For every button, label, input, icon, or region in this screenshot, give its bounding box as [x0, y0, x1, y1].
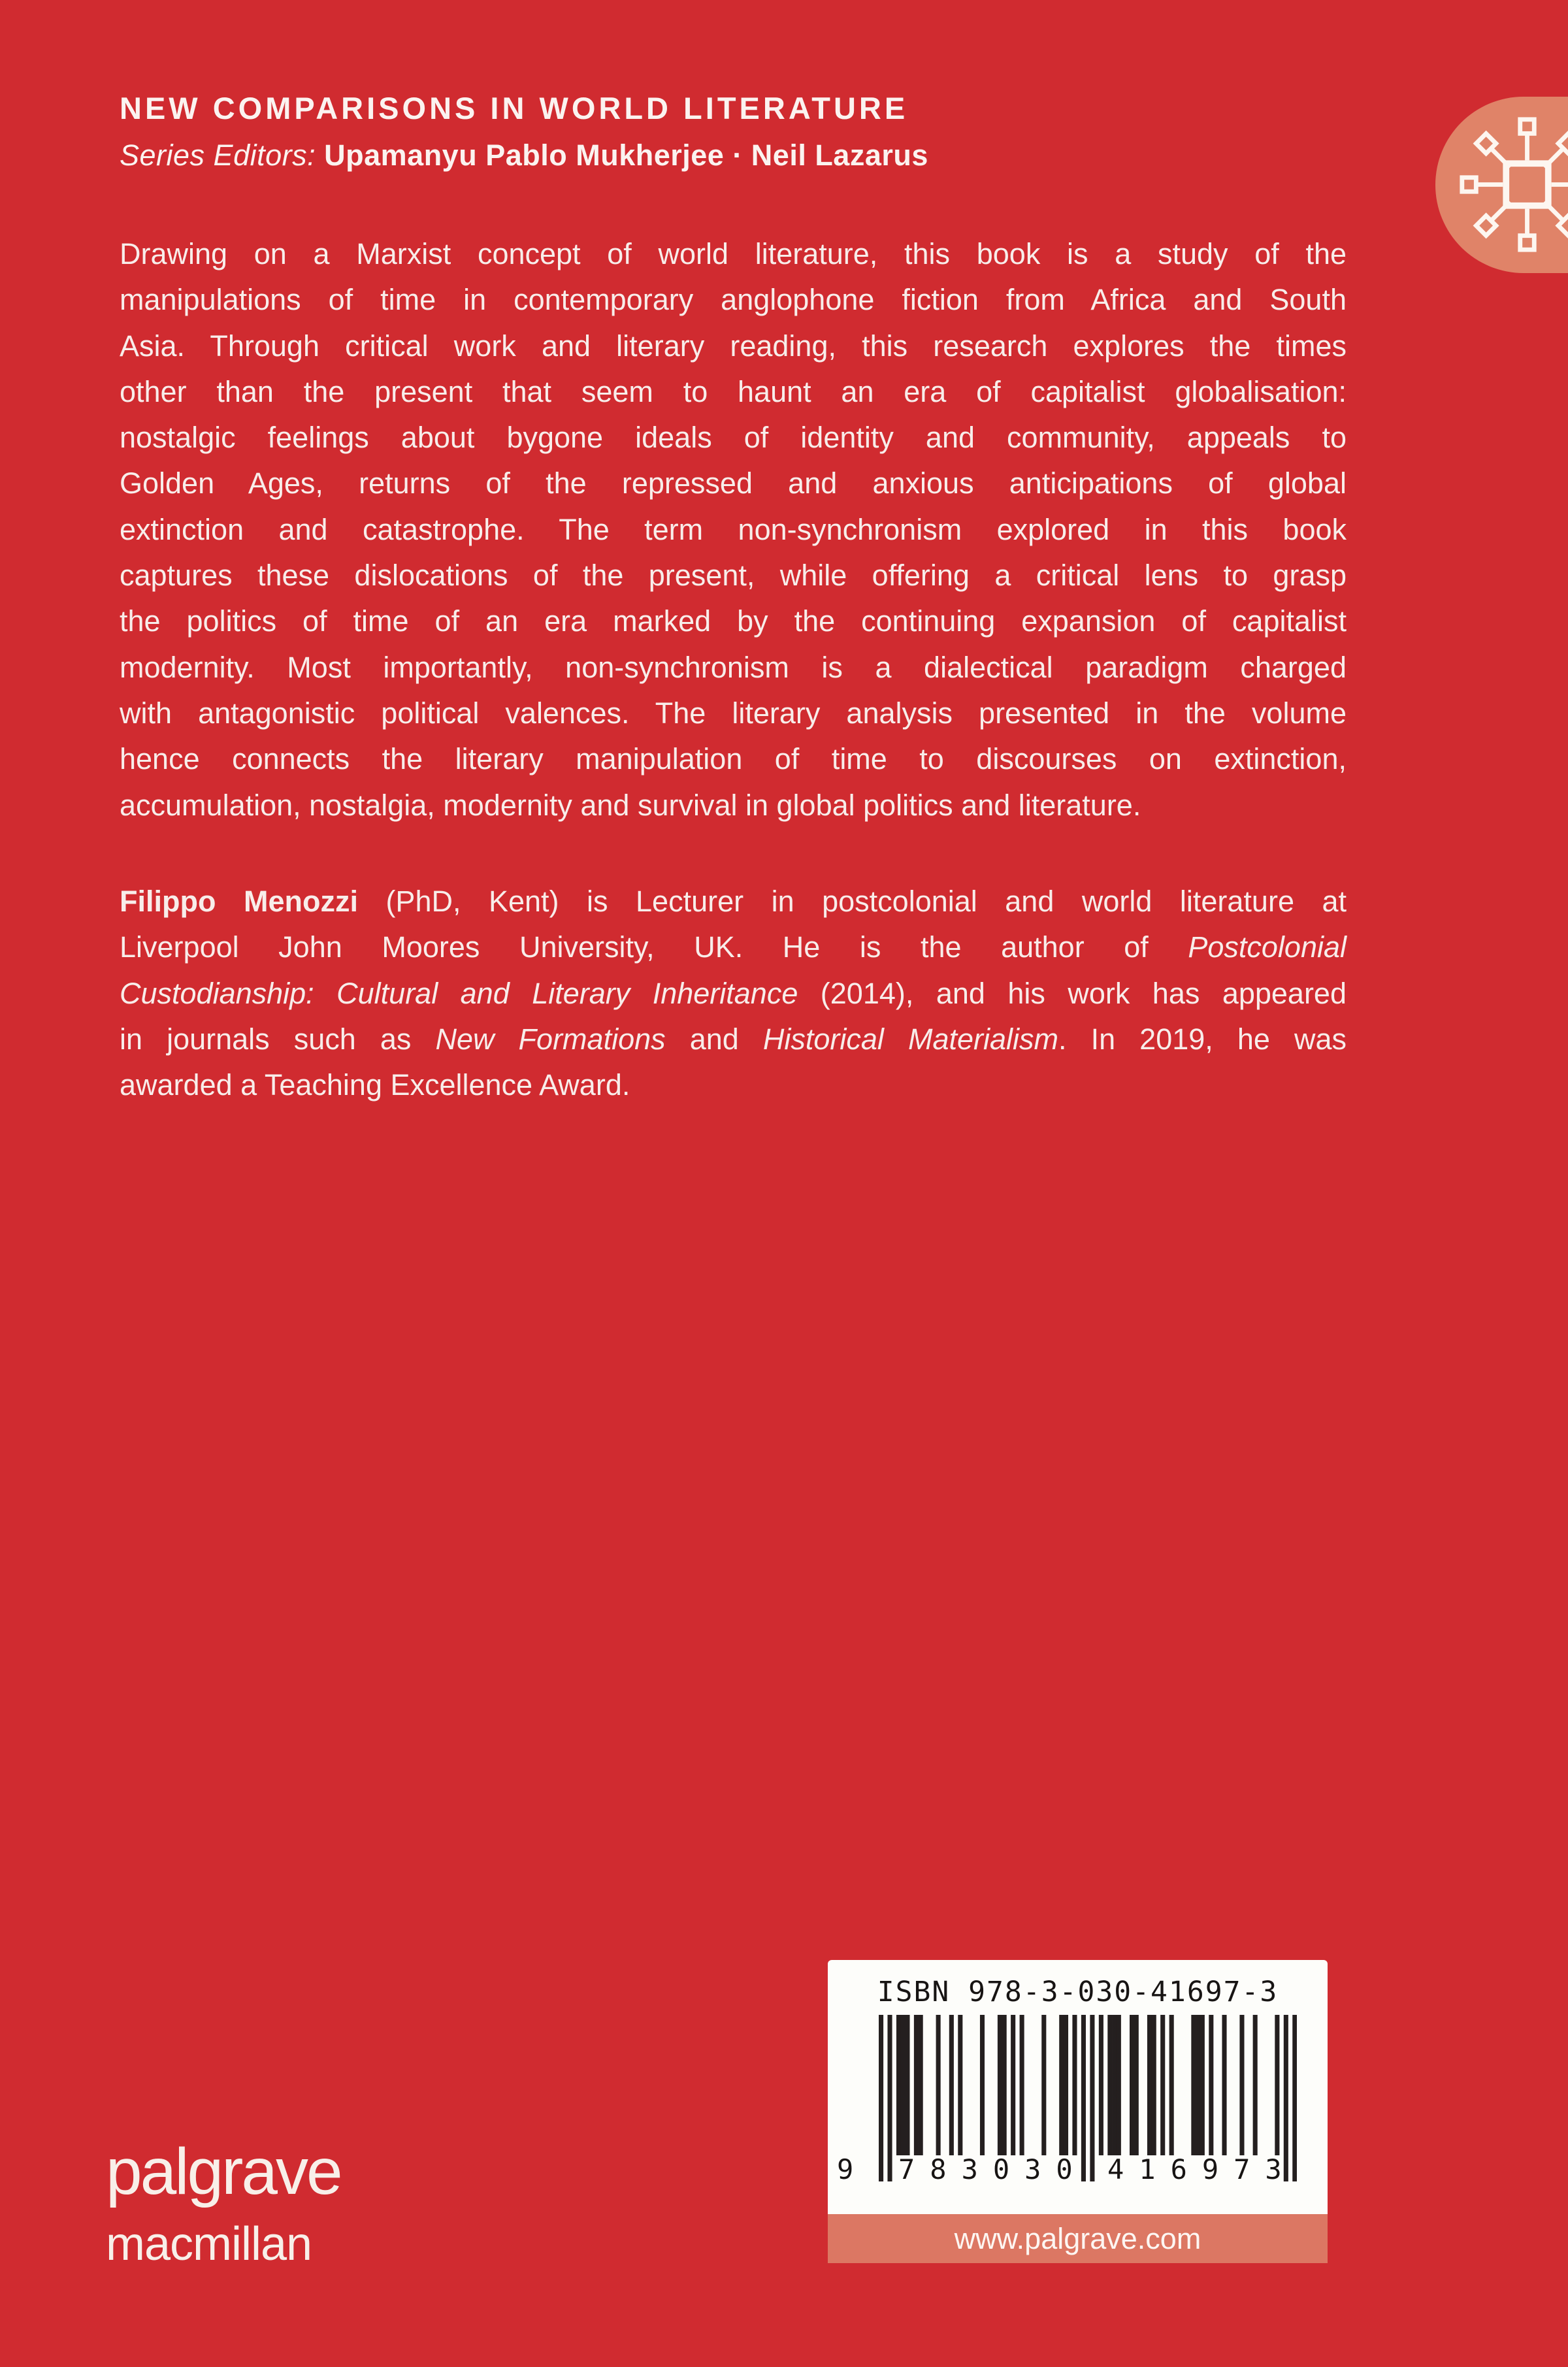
series-logo-badge [1435, 97, 1568, 273]
synopsis-line: Asia. Through critical work and literary reading, this research explores the times [120, 329, 1347, 363]
bio-line: Filippo Menozzi (PhD, Kent) is Lecturer in postcolonial and world literature at [120, 885, 1347, 918]
series-editors-line [120, 139, 928, 172]
publisher-logo-palgrave: palgrave [106, 2135, 341, 2208]
synopsis-line: extinction and catastrophe. The term non-synchronism explored in this book [120, 512, 1347, 546]
isbn-barcode-panel [828, 1960, 1328, 2214]
synopsis-line: captures these dislocations of the present, while offering a critical lens to grasp [120, 559, 1347, 593]
publisher-logo [106, 2135, 341, 2270]
bio-line: Custodianship: Cultural and Literary Inheritance (2014), and his work has appeared [120, 976, 1347, 1010]
bio-line: in journals such as New Formations and Historical Materialism. In 2019, he was [120, 1022, 1347, 1056]
series-title: NEW COMPARISONS IN WORLD LITERATURE [120, 91, 909, 125]
barcode-digits-right: 416973 [1107, 2153, 1297, 2185]
synopsis-line: other than the present that seem to haunt an era of capitalist globalisation: [120, 374, 1347, 408]
series-editors-names: Upamanyu Pablo Mukherjee · Neil Lazarus [324, 139, 928, 172]
bio-line: awarded a Teaching Excellence Award. [120, 1068, 630, 1102]
synopsis-line: hence connects the literary manipulation of time to discourses on extinction, [120, 742, 1347, 776]
publisher-website-bar [828, 2214, 1328, 2263]
synopsis-line: modernity. Most importantly, non-synchronism is a dialectical paradigm charged [120, 650, 1347, 684]
publisher-logo-macmillan: macmillan [106, 2218, 312, 2270]
barcode-digit-first: 9 [837, 2153, 854, 2185]
isbn-number: ISBN 978-3-030-41697-3 [877, 1976, 1279, 2008]
barcode-digits-left: 783030 [898, 2153, 1088, 2185]
synopsis-line: Drawing on a Marxist concept of world literature, this book is a study of the [120, 237, 1347, 270]
synopsis-line: with antagonistic political valences. The literary analysis presented in the volume [120, 696, 1347, 730]
synopsis-line: manipulations of time in contemporary anglophone fiction from Africa and South [120, 283, 1347, 317]
synopsis-line: the politics of time of an era marked by the continuing expansion of capitalist [120, 604, 1347, 638]
series-editors-label: Series Editors: [120, 139, 316, 172]
synopsis-line: Golden Ages, returns of the repressed and anxious anticipations of global [120, 466, 1347, 500]
publisher-website-url: www.palgrave.com [954, 2221, 1201, 2255]
bio-line: Liverpool John Moores University, UK. He is the author of Postcolonial [120, 930, 1347, 964]
synopsis-line: accumulation, nostalgia, modernity and survival in global politics and literature. [120, 788, 1141, 822]
synopsis-paragraph [120, 231, 1347, 828]
synopsis-line: nostalgic feelings about bygone ideals of identity and community, appeals to [120, 421, 1347, 455]
author-bio-paragraph [120, 879, 1347, 1108]
